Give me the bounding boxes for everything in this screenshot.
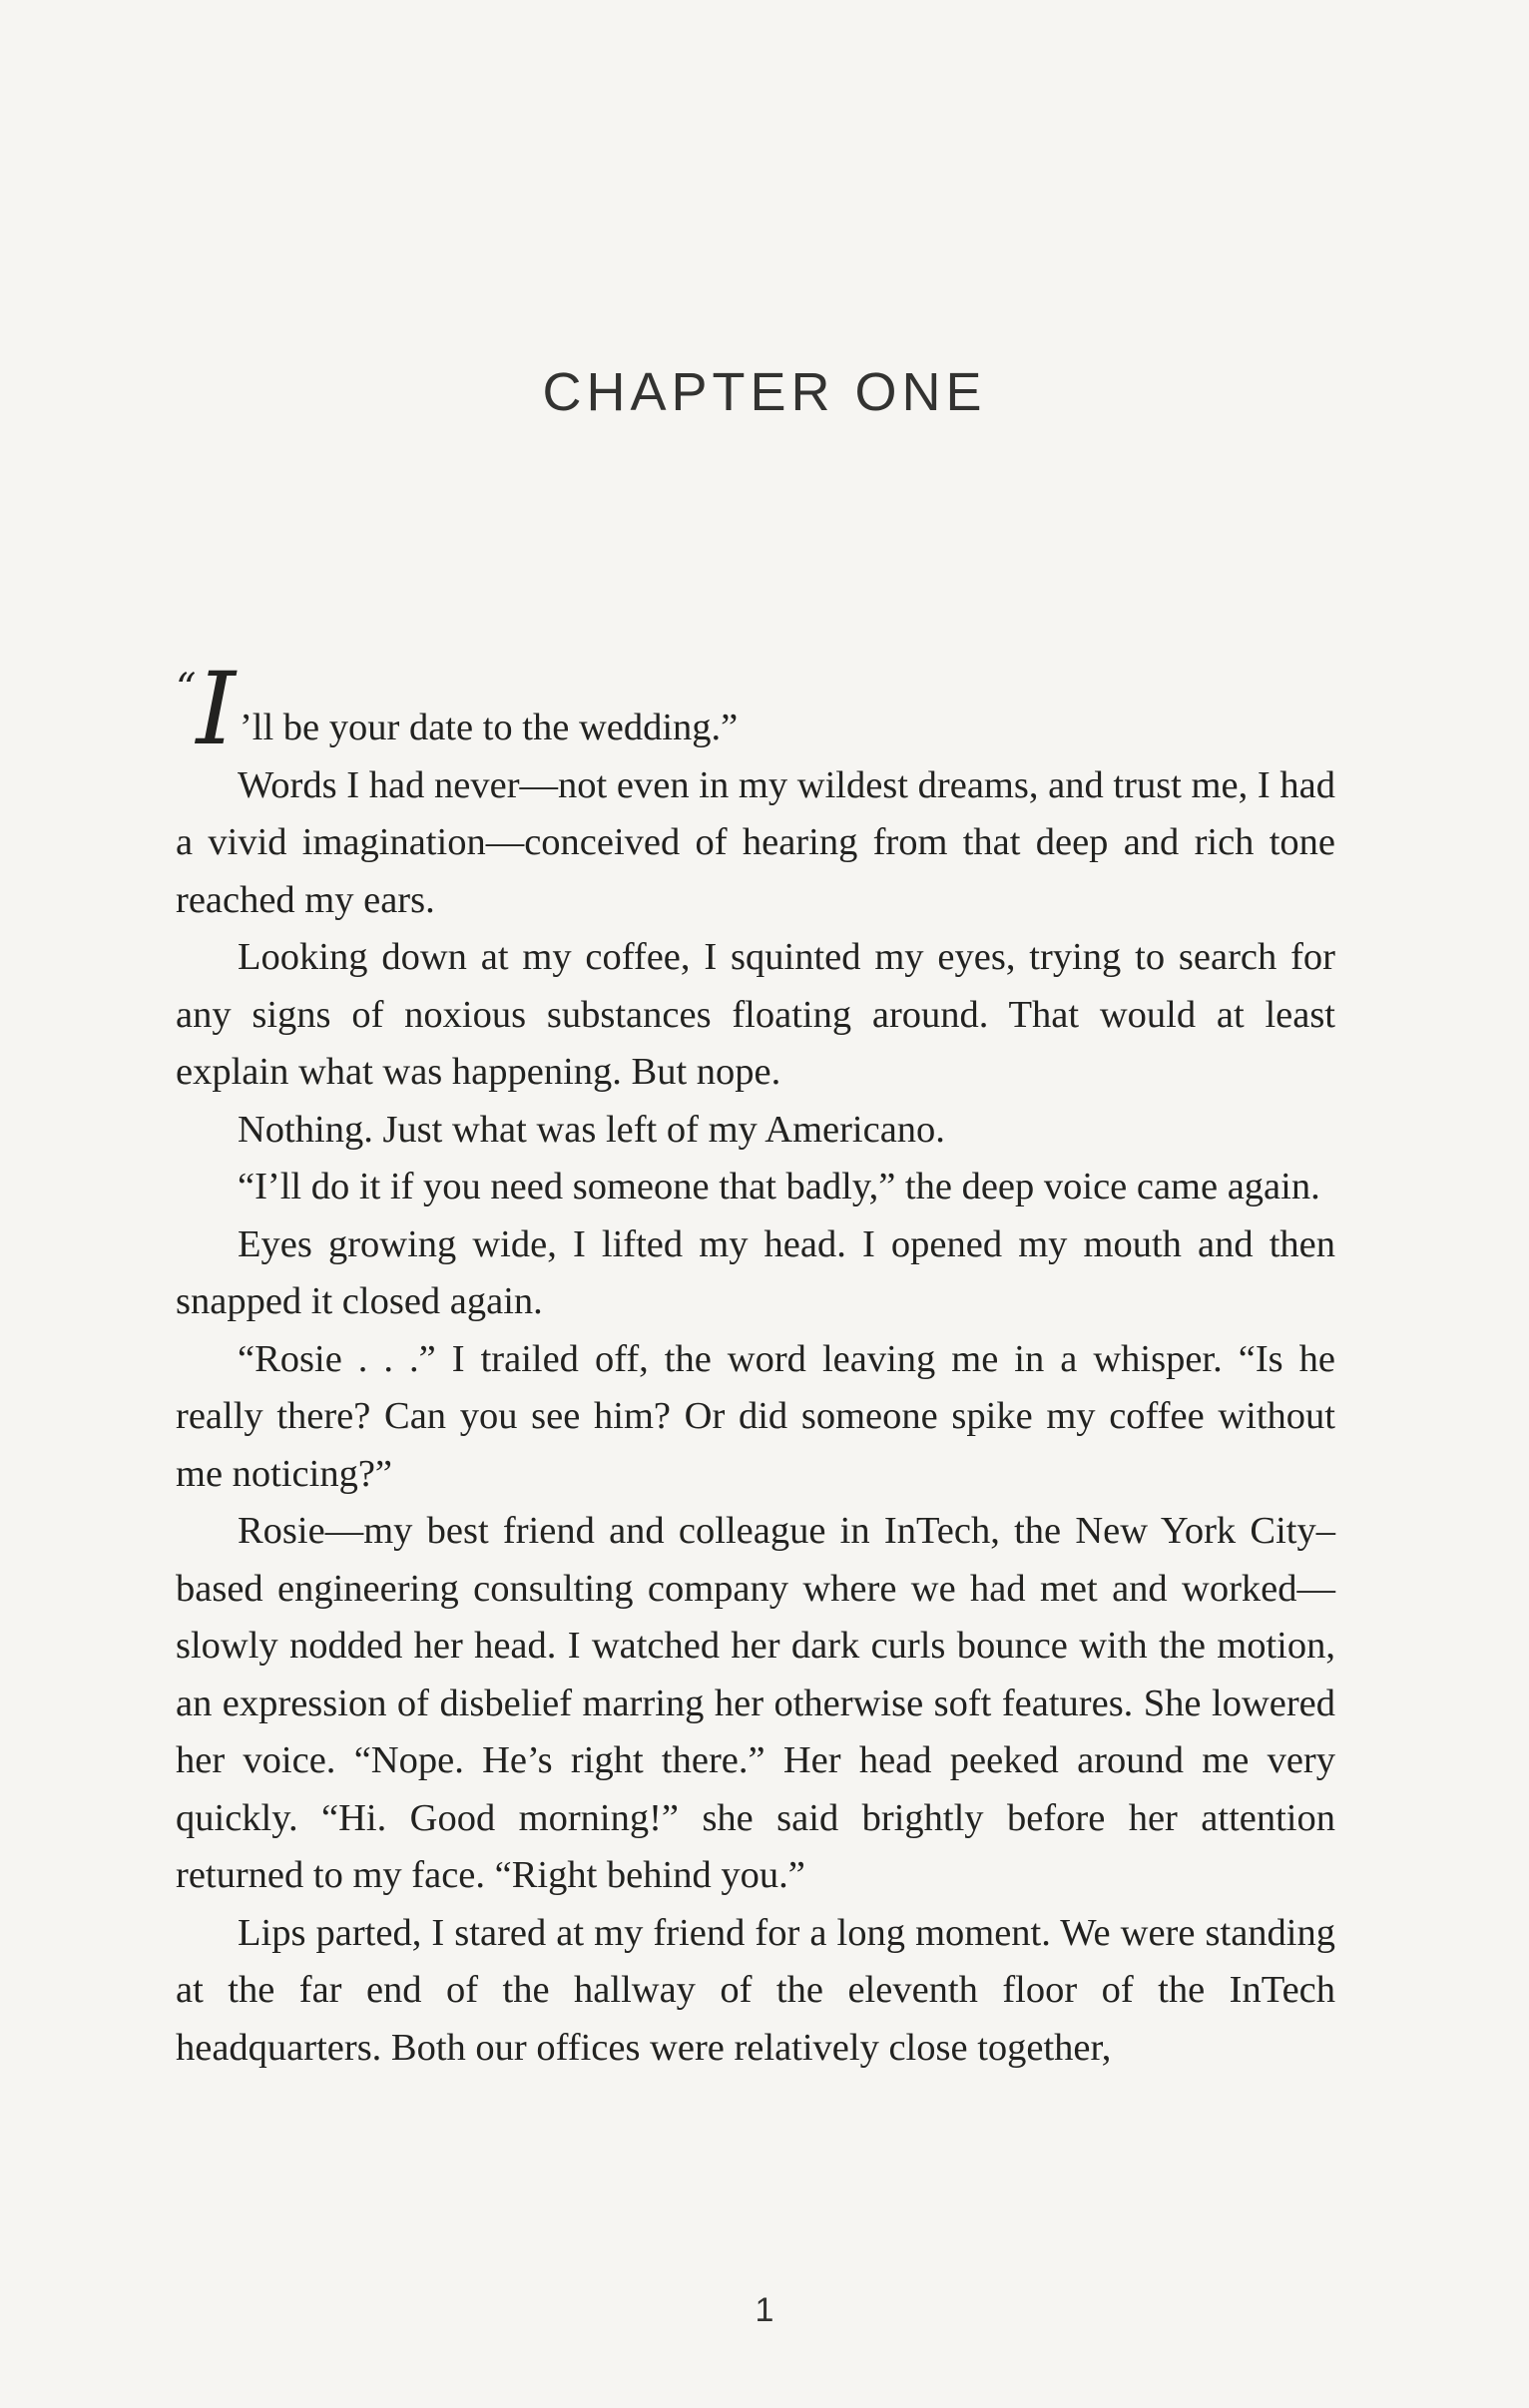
paragraph: Lips parted, I stared at my friend for a long moment. We were standing at the far end of the hallway of the eleventh floor of the InTech headquarters. Both our offices were relatively close together, (176, 1911, 1335, 2069)
paragraph: Rosie—my best friend and colleague in InTech, the New York City–based engineering consulting company where we had met and worked—slowly nodded her head. I watched her dark curls bounce with the motion, an expression of disbelief marring her otherwise soft features. She lowered her voice. “Nope. He’s right there.” Her head peeked around me very quickly. “Hi. Good morning!” she said brightly before her attention returned to my face. “Right behind you.” (176, 1510, 1335, 1896)
opening-paragraph (176, 651, 1335, 767)
page-number: 1 (755, 2291, 774, 2329)
opening-line-text: ’ll be your date to the wedding.” (239, 707, 739, 748)
chapter-title: CHAPTER ONE (542, 362, 987, 422)
drop-cap-letter: I (196, 651, 236, 767)
body-text (176, 651, 1335, 2077)
paragraph: Eyes growing wide, I lifted my head. I opened my mouth and then snapped it closed again. (176, 1222, 1335, 1322)
paragraph: Nothing. Just what was left of my Americano. (238, 1108, 945, 1151)
paragraph: “I’ll do it if you need someone that badly,” the deep voice came again. (238, 1166, 1320, 1207)
paragraph: Looking down at my coffee, I squinted my eyes, trying to search for any signs of noxious substances floating around. That would at least explain what was happening. But nope. (176, 936, 1335, 1093)
paragraph: Words I had never—not even in my wildest dreams, and trust me, I had a vivid imagination—conceived of hearing from that deep and rich tone reached my ears. (176, 763, 1335, 921)
paragraph: “Rosie . . .” I trailed off, the word leaving me in a whisper. “Is he really there? Can you see him? Or did someone spike my coffee without me noticing?” (176, 1337, 1335, 1495)
opening-quote-mark: “ (176, 666, 197, 712)
